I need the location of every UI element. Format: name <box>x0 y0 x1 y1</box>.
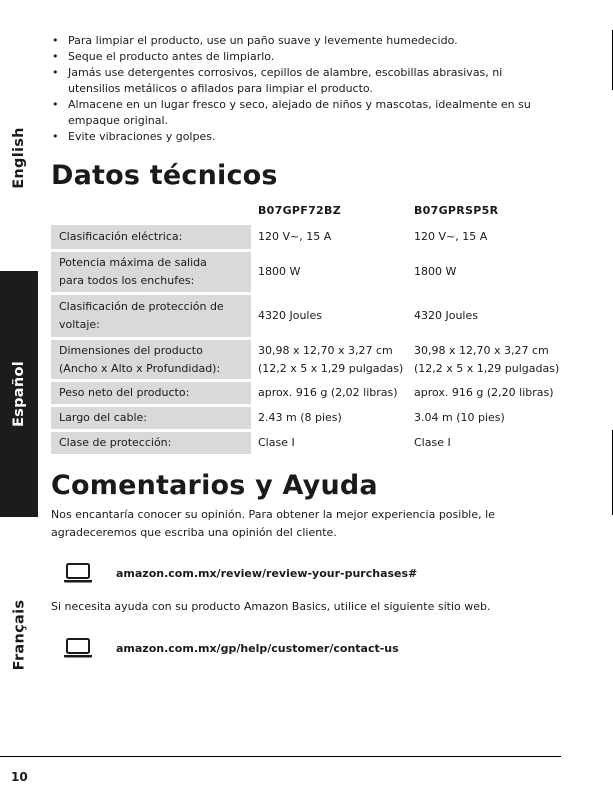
row-value: 120 V~, 15 A <box>258 230 332 243</box>
row-value: 30,98 x 12,70 x 3,27 cm (12,2 x 5 x 1,29 pulgadas) <box>258 343 404 375</box>
language-tab-francais <box>0 590 38 680</box>
table-row <box>51 225 561 249</box>
row-value: 1800 W <box>414 265 457 278</box>
table-row <box>51 252 561 292</box>
row-value: 120 V~, 15 A <box>414 230 488 243</box>
feedback-intro-text: Nos encantaría conocer su opinión. Para obtener la mejor experiencia posible, le agradeceremos que escriba una opinión del cliente. <box>51 508 495 539</box>
row-label: Clasificación eléctrica: <box>51 225 251 249</box>
language-tab-francais-label: Français <box>11 599 27 671</box>
footer-divider <box>0 756 561 757</box>
list-item: • Evite vibraciones y golpes. <box>52 130 216 143</box>
model-header: B07GPF72BZ <box>258 204 341 217</box>
language-tab-espanol <box>0 271 38 517</box>
bullet-text: Almacene en un lugar fresco y seco, alejado de niños y mascotas, idealmente en su empaque original. <box>68 98 531 127</box>
list-item: • Almacene en un lugar fresco y seco, alejado de niños y mascotas, idealmente en su empaque original. <box>52 98 531 127</box>
row-value: Clase I <box>258 436 295 449</box>
care-instructions-list <box>51 33 556 145</box>
bullet-text: Seque el producto antes de limpiarlo. <box>68 50 275 63</box>
row-value: 2.43 m (8 pies) <box>258 411 342 424</box>
row-value: aprox. 916 g (2,02 libras) <box>258 386 398 399</box>
table-row <box>51 295 561 337</box>
table-row <box>51 432 561 454</box>
row-value: 30,98 x 12,70 x 3,27 cm (12,2 x 5 x 1,29 pulgadas) <box>414 343 560 375</box>
row-label: Clase de protección: <box>51 432 251 454</box>
row-label: Potencia máxima de salida para todos los enchufes: <box>51 252 251 292</box>
section-title-feedback: Comentarios y Ayuda <box>51 470 378 501</box>
list-item: • Para limpiar el producto, use un paño suave y levemente humedecido. <box>52 34 458 47</box>
laptop-icon <box>63 562 93 584</box>
language-tab-espanol-label: Español <box>11 360 27 428</box>
help-link-row <box>63 637 399 659</box>
row-label: Peso neto del producto: <box>51 382 251 404</box>
table-row <box>51 382 561 404</box>
bullet-text: Para limpiar el producto, use un paño suave y levemente humedecido. <box>68 34 458 47</box>
row-value: 4320 Joules <box>258 309 322 322</box>
table-row <box>51 340 561 379</box>
row-value: aprox. 916 g (2,20 libras) <box>414 386 554 399</box>
list-item: • Jamás use detergentes corrosivos, cepillos de alambre, escobillas abrasivas, ni utensilios metálicos o afilados para limpiar el producto. <box>52 66 503 95</box>
help-link[interactable]: amazon.com.mx/gp/help/customer/contact-us <box>116 641 399 655</box>
review-link-row <box>63 562 417 584</box>
model-header: B07GPRSP5R <box>414 204 499 217</box>
laptop-icon <box>63 637 93 659</box>
language-tab-english <box>0 118 38 198</box>
bullet-text: Evite vibraciones y golpes. <box>68 130 216 143</box>
review-link[interactable]: amazon.com.mx/review/review-your-purchases# <box>116 566 418 580</box>
help-text: Si necesita ayuda con su producto Amazon Basics, utilice el siguiente sitio web. <box>51 600 491 613</box>
list-item: • Seque el producto antes de limpiarlo. <box>52 50 275 63</box>
row-value: 1800 W <box>258 265 301 278</box>
row-value: Clase I <box>414 436 451 449</box>
row-label: Largo del cable: <box>51 407 251 429</box>
row-value: 3.04 m (10 pies) <box>414 411 505 424</box>
row-label: Dimensiones del producto (Ancho x Alto x Profundidad): <box>51 340 251 379</box>
bullet-text: Jamás use detergentes corrosivos, cepillos de alambre, escobillas abrasivas, ni utensilios metálicos o afilados para limpiar el producto. <box>68 66 503 95</box>
row-value: 4320 Joules <box>414 309 478 322</box>
table-row <box>51 407 561 429</box>
section-title-technical-data: Datos técnicos <box>51 160 278 191</box>
page-number: 10 <box>11 770 28 784</box>
language-tab-english-label: English <box>11 127 28 189</box>
row-label: Clasificación de protección de voltaje: <box>51 295 251 337</box>
